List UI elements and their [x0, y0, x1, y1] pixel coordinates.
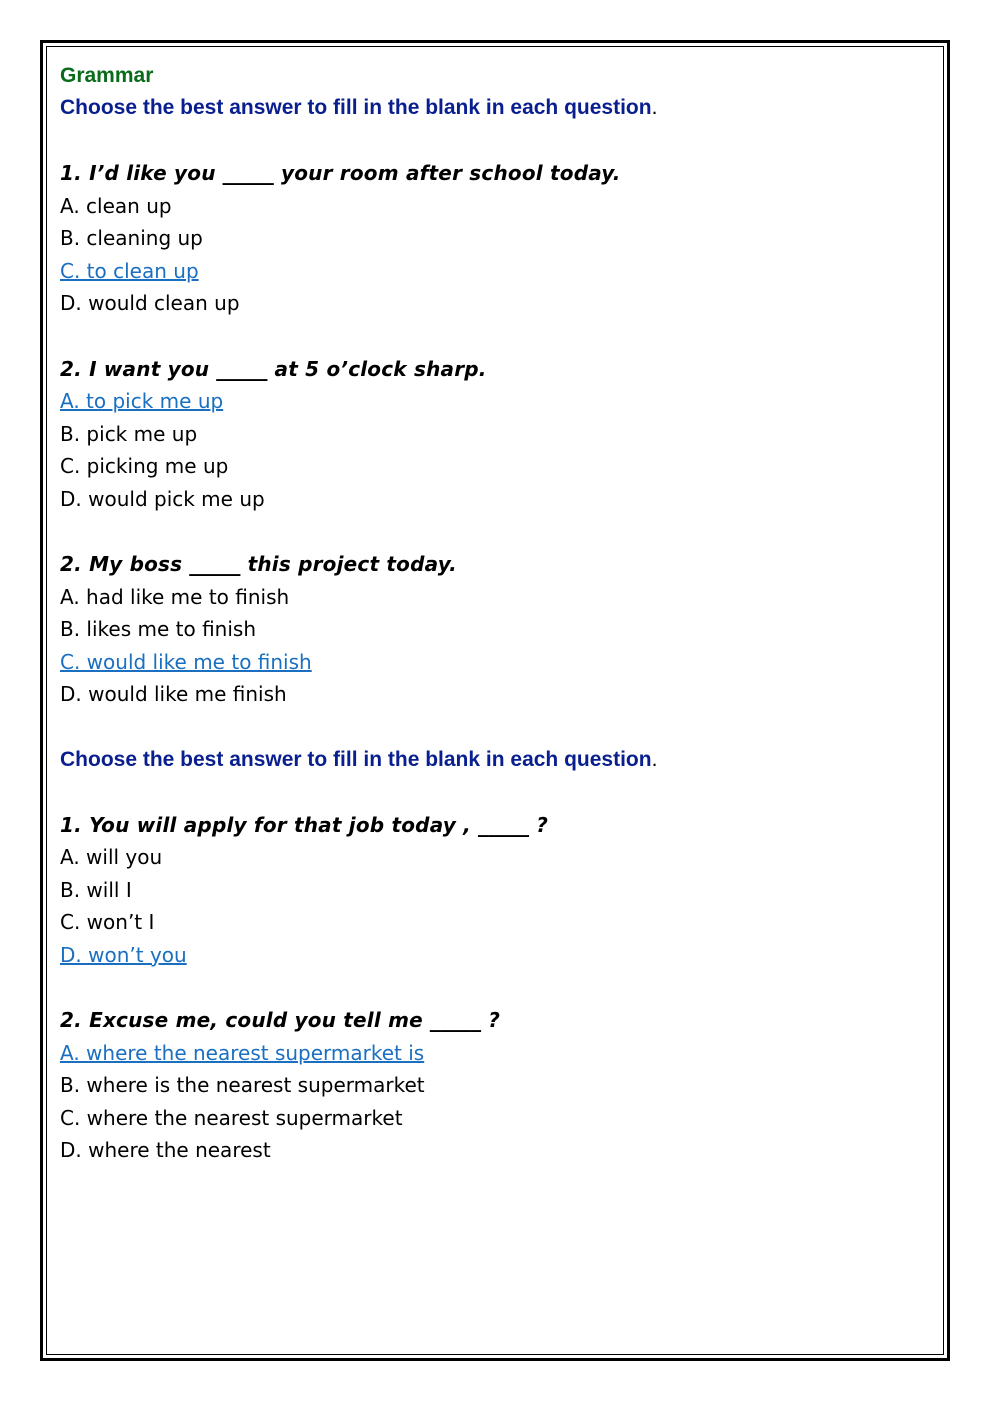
- option-a-correct[interactable]: A. where the nearest supermarket is: [60, 1040, 425, 1065]
- option-a-correct[interactable]: A. to pick me up: [60, 389, 224, 413]
- option-d: D. would clean up: [60, 291, 240, 315]
- question-text: 2. I want you _____ at 5 o’clock sharp.: [60, 356, 487, 381]
- question-text: 2. My boss _____ this project today.: [60, 552, 457, 576]
- instruction-1: [60, 92, 930, 124]
- option-a: A. will you: [60, 845, 163, 869]
- question-block: [60, 157, 930, 320]
- instruction-text: Choose the best answer to fill in the blank in each question: [60, 747, 652, 771]
- question-block: [60, 1004, 930, 1167]
- question-block: [60, 353, 930, 516]
- question-text: 1. I’d like you _____ your room after school today.: [60, 161, 621, 185]
- instruction-period: .: [651, 96, 658, 119]
- question-text: 1. You will apply for that job today , _____ ?: [60, 812, 549, 837]
- option-d: D. would like me finish: [60, 682, 287, 706]
- option-c: C. where the nearest supermarket: [60, 1105, 403, 1130]
- question-block: [60, 809, 930, 972]
- option-b: B. pick me up: [60, 421, 198, 446]
- option-b: B. cleaning up: [60, 226, 203, 250]
- option-a: A. had like me to finish: [60, 584, 290, 609]
- worksheet-content: [60, 60, 930, 1167]
- option-d-correct[interactable]: D. won’t you: [60, 942, 187, 967]
- option-c: C. won’t I: [60, 910, 155, 934]
- option-d: D. where the nearest: [60, 1138, 271, 1162]
- option-a: A. clean up: [60, 193, 172, 218]
- option-d: D. would pick me up: [60, 486, 265, 511]
- option-c-correct[interactable]: C. to clean up: [60, 258, 199, 283]
- option-b: B. likes me to finish: [60, 617, 257, 641]
- instruction-text: Choose the best answer to fill in the blank in each question: [60, 96, 652, 119]
- instruction-period: .: [651, 747, 658, 771]
- question-block: [60, 548, 930, 711]
- instruction-2: [60, 744, 930, 776]
- option-c-correct[interactable]: C. would like me to finish: [60, 649, 312, 674]
- option-c: C. picking me up: [60, 454, 229, 478]
- question-text: 2. Excuse me, could you tell me _____ ?: [60, 1008, 501, 1032]
- option-b: B. where is the nearest supermarket: [60, 1073, 425, 1097]
- section-title: Grammar: [60, 64, 154, 87]
- option-b: B. will I: [60, 877, 132, 902]
